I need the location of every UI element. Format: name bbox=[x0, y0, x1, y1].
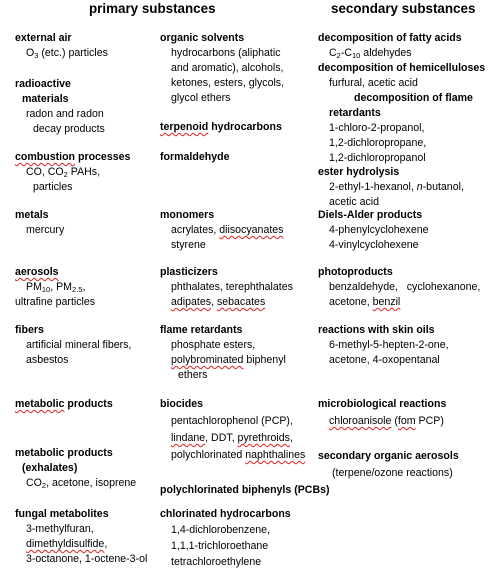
entry-title: metabolic products bbox=[15, 398, 113, 410]
entry-biocides bbox=[160, 397, 305, 463]
entry-line: adipates, sebacates bbox=[171, 296, 266, 308]
entry-title: reactions with skin oils bbox=[318, 324, 435, 336]
entry-title: combustion processes bbox=[15, 151, 131, 163]
entry-line: mercury bbox=[26, 224, 65, 236]
entry-title: polychlorinated biphenyls (PCBs) bbox=[160, 484, 330, 496]
entry-title-cont: materials bbox=[22, 93, 69, 105]
entry-line: chloroanisole (fom PCP) bbox=[329, 415, 444, 427]
entry-line: asbestos bbox=[26, 354, 69, 366]
entry-title: fibers bbox=[15, 324, 44, 336]
entry-decomposition-fatty-acids bbox=[318, 31, 462, 61]
entry-organic-solvents bbox=[160, 31, 284, 106]
entry-title: terpenoid hydrocarbons bbox=[160, 121, 282, 133]
entry-monomers bbox=[160, 208, 283, 253]
entry-line: particles bbox=[33, 181, 73, 193]
entry-aerosols bbox=[15, 265, 95, 310]
entry-line: 1,4-dichlorobenzene, bbox=[171, 524, 270, 536]
entry-title-cont: (exhalates) bbox=[22, 462, 78, 474]
entry-title: flame retardants bbox=[160, 324, 243, 336]
entry-photoproducts bbox=[318, 265, 480, 310]
entry-decomposition-hemicelluloses bbox=[318, 61, 485, 91]
entry-line: ethers bbox=[178, 369, 208, 381]
entry-formaldehyde bbox=[160, 150, 229, 165]
entry-external-air bbox=[15, 31, 108, 61]
entry-plasticizers bbox=[160, 265, 293, 310]
entry-title: decomposition of fatty acids bbox=[318, 32, 462, 44]
entry-pcbs bbox=[160, 483, 330, 498]
entry-title: decomposition of hemicelluloses bbox=[318, 62, 486, 74]
entry-title: photoproducts bbox=[318, 266, 393, 278]
entry-ester-hydrolysis bbox=[318, 165, 464, 210]
entry-title: formaldehyde bbox=[160, 151, 230, 163]
entry-line: phosphate esters, bbox=[171, 339, 256, 351]
entry-line: radon and radon bbox=[26, 108, 104, 120]
entry-title: chlorinated hydrocarbons bbox=[160, 508, 291, 520]
entry-title: biocides bbox=[160, 398, 203, 410]
entry-line: $O_3$ (etc.) particles bbox=[26, 47, 108, 60]
entry-line: dimethyldisulfide, bbox=[26, 538, 108, 550]
entry-line: benzaldehyde, cyclohexanone, bbox=[329, 281, 481, 293]
entry-microbiological-reactions bbox=[318, 397, 446, 429]
entry-title: decomposition of flame bbox=[354, 92, 473, 104]
entry-line: pentachlorophenol (PCP), bbox=[171, 415, 293, 427]
entry-line: $C_2-C_{10}$ aldehydes bbox=[329, 47, 412, 60]
entry-line: acrylates, diisocyanates bbox=[171, 224, 284, 236]
entry-title: plasticizers bbox=[160, 266, 218, 278]
entry-line: polybrominated biphenyl bbox=[171, 354, 286, 366]
entry-line: (terpene/ozone reactions) bbox=[332, 467, 453, 479]
entry-metabolic-exhalates bbox=[15, 446, 136, 491]
entry-metals bbox=[15, 208, 64, 238]
entry-line: 3-methylfuran, bbox=[26, 523, 94, 535]
entry-line: acetic acid bbox=[329, 196, 380, 208]
entry-line: glycol ethers bbox=[171, 92, 231, 104]
entry-fibers bbox=[15, 323, 131, 368]
entry-line: and aromatic), alcohols, bbox=[171, 62, 284, 74]
entry-line: 1-chloro-2-propanol, bbox=[329, 122, 425, 134]
entry-title: fungal metabolites bbox=[15, 508, 109, 520]
entry-line: phthalates, terephthalates bbox=[171, 281, 293, 293]
entry-title: monomers bbox=[160, 209, 215, 221]
entry-line: acetone, 4-oxopentanal bbox=[329, 354, 440, 366]
entry-secondary-organic-aerosols bbox=[318, 449, 459, 481]
entry-line: CO, $CO_2$ PAHs, bbox=[26, 166, 101, 179]
entry-line: lindane, DDT, pyrethroids, bbox=[171, 432, 293, 444]
entry-line: 2-ethyl-1-hexanol, n-butanol, bbox=[329, 181, 464, 193]
entry-line: 4-phenylcyclohexene bbox=[329, 224, 429, 236]
entry-title: microbiological reactions bbox=[318, 398, 447, 410]
entry-title-cont: retardants bbox=[329, 107, 381, 119]
entry-title: ester hydrolysis bbox=[318, 166, 400, 178]
entry-line: ultrafine particles bbox=[15, 296, 96, 308]
entry-terpenoid-hydrocarbons bbox=[160, 120, 282, 135]
entry-title: external air bbox=[15, 32, 72, 44]
entry-line: 1,2-dichloropropanol bbox=[329, 152, 426, 164]
entry-line: ketones, esters, glycols, bbox=[171, 77, 285, 89]
entry-diels-alder-products bbox=[318, 208, 429, 253]
entry-title: aerosols bbox=[15, 266, 59, 278]
entry-line: $CO_2$, acetone, isoprene bbox=[26, 477, 137, 490]
entry-chlorinated-hydrocarbons bbox=[160, 507, 291, 570]
entry-line: tetrachloroethylene bbox=[171, 556, 262, 568]
entry-line: 1,1,1-trichloroethane bbox=[171, 540, 269, 552]
entry-decomposition-flame-retardants bbox=[318, 91, 473, 166]
entry-line: styrene bbox=[171, 239, 206, 251]
entry-line: 4-vinylcyclohexene bbox=[329, 239, 419, 251]
entry-reactions-skin-oils bbox=[318, 323, 449, 368]
entry-title: metabolic products bbox=[15, 447, 113, 459]
entry-title: metals bbox=[15, 209, 49, 221]
entry-metabolic-products bbox=[15, 397, 113, 412]
entry-line: decay products bbox=[33, 123, 105, 135]
entry-line: furfural, acetic acid bbox=[329, 77, 418, 89]
entry-line: 6-methyl-5-hepten-2-one, bbox=[329, 339, 449, 351]
entry-title: secondary organic aerosols bbox=[318, 450, 459, 462]
entry-title: radioactive bbox=[15, 78, 71, 90]
entry-line: 1,2-dichloropropane, bbox=[329, 137, 427, 149]
entry-title: organic solvents bbox=[160, 32, 245, 44]
entry-fungal-metabolites bbox=[15, 507, 147, 567]
entry-line: acetone, benzil bbox=[329, 296, 401, 308]
entry-title: Diels-Alder products bbox=[318, 209, 423, 221]
entry-line: polychlorinated naphthalines bbox=[171, 449, 306, 461]
entry-flame-retardants bbox=[160, 323, 286, 383]
entry-line: hydrocarbons (aliphatic bbox=[171, 47, 281, 59]
entry-line: 3-octanone, 1-octene-3-ol bbox=[26, 553, 148, 565]
entry-radioactive-materials bbox=[15, 77, 105, 137]
entry-line: artificial mineral fibers, bbox=[26, 339, 132, 351]
entry-line: $PM_{10}$, $PM_{2.5}$, bbox=[26, 281, 86, 294]
primary-substances-heading: primary substances bbox=[89, 1, 216, 16]
secondary-substances-heading: secondary substances bbox=[331, 1, 476, 16]
entry-combustion-processes bbox=[15, 150, 130, 195]
